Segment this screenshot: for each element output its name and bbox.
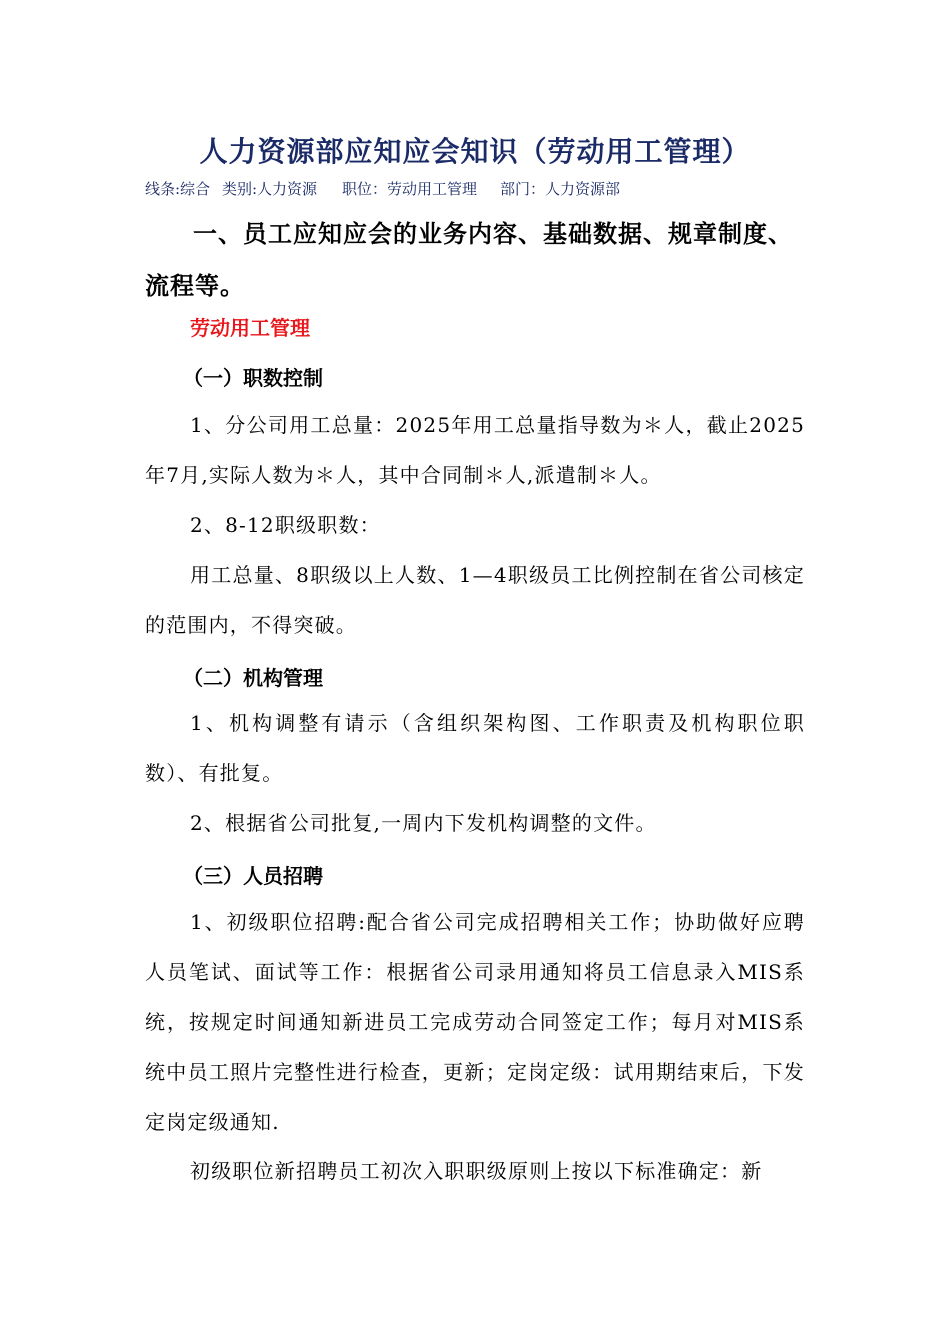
- paragraph-grade-positions: 2、8-12职级职数：: [190, 513, 381, 537]
- meta-position: 职位：劳动用工管理: [342, 180, 478, 198]
- subheading-staff-control: （一）职数控制: [183, 366, 323, 390]
- paragraph-org-document: 2、根据省公司批复,一周内下发机构调整的文件。: [190, 811, 657, 835]
- subheading-recruitment: （三）人员招聘: [183, 864, 323, 888]
- section-heading: 一、员工应知应会的业务内容、基础数据、规章制度、流程等。: [145, 219, 793, 300]
- meta-line: 线条:综合: [145, 180, 211, 198]
- paragraph-total-staff: 1、分公司用工总量：2025年用工总量指导数为＊人，截止2025年7月,实际人数为＊人，其中合同制＊人,派遣制＊人。: [145, 413, 805, 487]
- paragraph-junior-recruitment: 1、初级职位招聘:配合省公司完成招聘相关工作；协助做好应聘人员笔试、面试等工作：根据省公司录用通知将员工信息录入MIS系统，按规定时间通知新进员工完成劳动合同签定工作；每月对MIS系统中员工照片完整性进行检查，更新；定岗定级：试用期结束后，下发定岗定级通知.: [145, 910, 805, 1134]
- topic-heading: 劳动用工管理: [190, 316, 310, 340]
- meta-category: 类别:人力资源: [222, 180, 318, 198]
- paragraph-ratio-control: 用工总量、8职级以上人数、1—4职级员工比例控制在省公司核定的范围内，不得突破。: [145, 563, 805, 637]
- document-title: 人力资源部应知应会知识（劳动用工管理）: [199, 135, 751, 168]
- meta-department: 部门：人力资源部: [500, 180, 621, 198]
- subheading-org-management: （二）机构管理: [183, 666, 323, 690]
- document-meta: [145, 178, 620, 199]
- paragraph-org-adjustment: 1、机构调整有请示（含组织架构图、工作职责及机构职位职数）、有批复。: [145, 711, 805, 785]
- paragraph-junior-grade: 初级职位新招聘员工初次入职职级原则上按以下标准确定：新: [190, 1159, 763, 1183]
